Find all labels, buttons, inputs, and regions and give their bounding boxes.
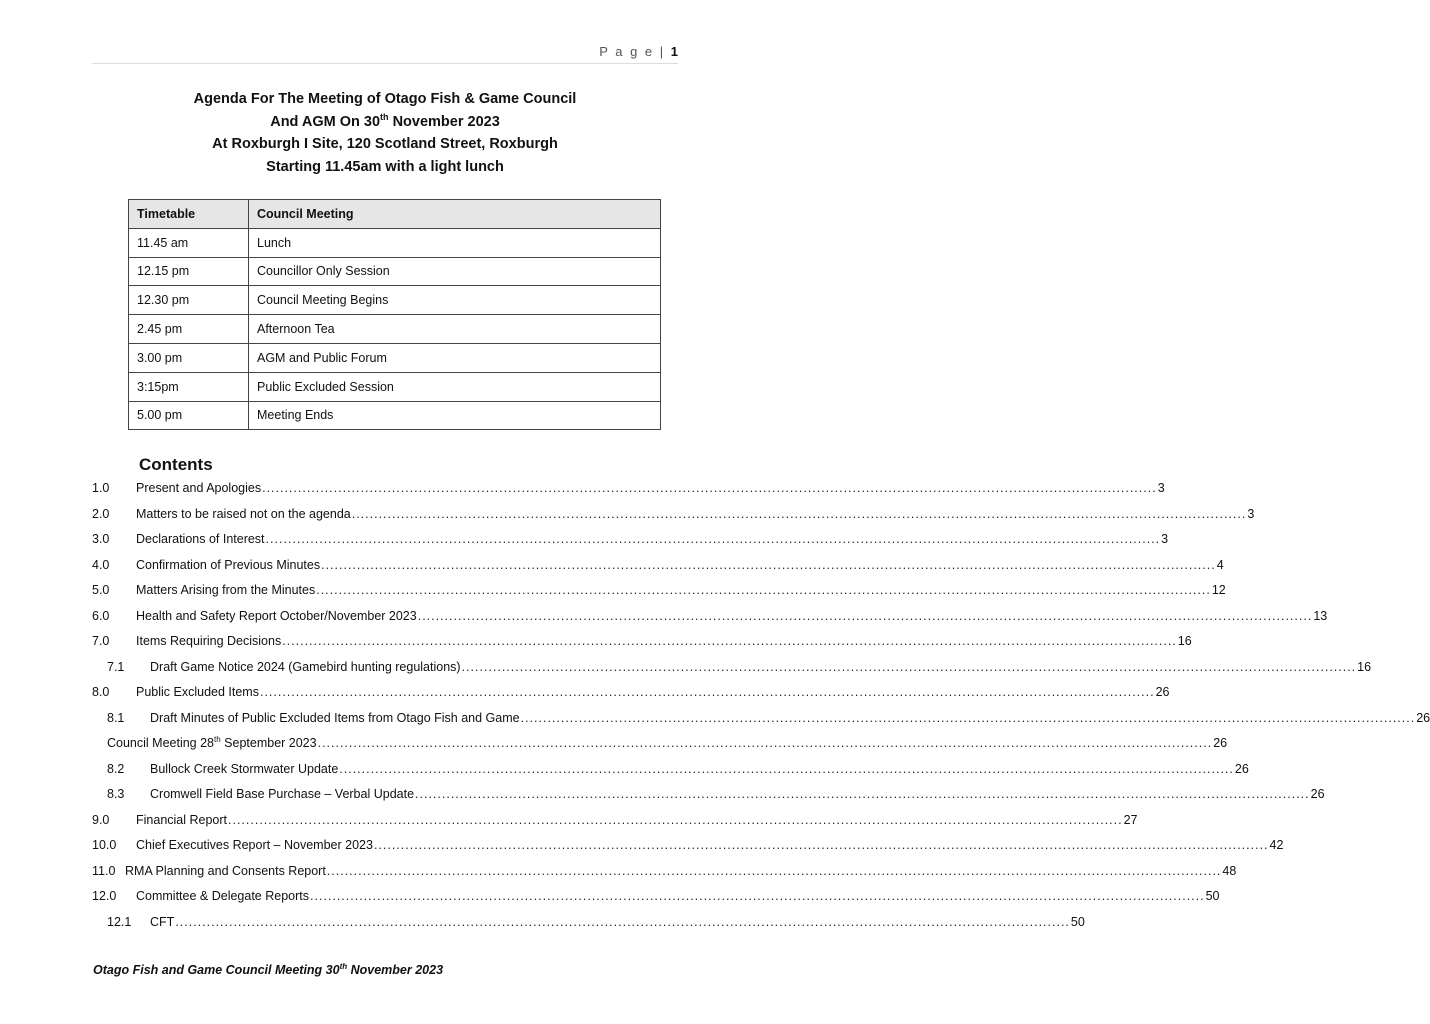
header-divider xyxy=(92,63,678,64)
toc-leader-dots: ........................................................................................................................................................................................................ xyxy=(373,838,1269,852)
toc-item[interactable] xyxy=(107,912,1085,932)
toc-item-label: Matters to be raised not on the agenda xyxy=(136,506,351,521)
toc-item-number: 8.2 xyxy=(107,761,125,776)
title-line-2 xyxy=(0,111,770,134)
toc-leader-dots: ........................................................................................................................................................................................................ xyxy=(461,659,1357,674)
toc-item-number: 2.0 xyxy=(92,506,110,521)
timetable-event-cell: Councillor Only Session xyxy=(249,257,661,286)
toc-item[interactable] xyxy=(107,733,1228,753)
toc-item[interactable] xyxy=(92,810,1138,830)
toc-item-number: 5.0 xyxy=(92,583,110,597)
timetable-event-cell: Lunch xyxy=(249,228,661,257)
toc-leader-dots: ........................................................................................................................................................................................................ xyxy=(262,481,1157,495)
toc-item-page: 26 xyxy=(1155,685,1170,699)
toc-item[interactable] xyxy=(92,555,1224,575)
toc-item-page: 48 xyxy=(1222,863,1237,878)
toc-item[interactable] xyxy=(92,886,1220,906)
toc-leader-dots: ........................................................................................................................................................................................................ xyxy=(326,863,1222,878)
contents-heading: Contents xyxy=(139,455,213,474)
footer-text-end: November 2023 xyxy=(347,963,444,977)
toc-item-label xyxy=(107,733,317,753)
toc-item-page: 50 xyxy=(1070,914,1085,929)
table-row xyxy=(129,343,661,372)
timetable-event-cell: Afternoon Tea xyxy=(249,315,661,344)
timetable-time-cell: 12.15 pm xyxy=(129,257,249,286)
toc-leader-dots: ........................................................................................................................................................................................................ xyxy=(520,710,1416,725)
toc-item-page: 4 xyxy=(1216,557,1224,572)
toc-item[interactable] xyxy=(107,759,1249,779)
toc-leader-dots: ........................................................................................................................................................................................................ xyxy=(259,685,1155,699)
toc-item-label: Financial Report xyxy=(136,812,228,827)
toc-item[interactable] xyxy=(107,708,1430,728)
toc-item-label: Matters Arising from the Minutes xyxy=(136,583,316,597)
toc-item-number: 7.1 xyxy=(107,659,125,674)
timetable-event-cell: Public Excluded Session xyxy=(249,372,661,401)
table-row xyxy=(129,257,661,286)
toc-item-page: 26 xyxy=(1234,761,1249,776)
toc-item-page: 3 xyxy=(1157,481,1165,495)
toc-item-number: 9.0 xyxy=(92,812,110,827)
footer-sup: th xyxy=(339,961,348,971)
timetable-time-cell: 3:15pm xyxy=(129,372,249,401)
toc-item-label-sup: th xyxy=(214,734,221,744)
toc-item[interactable] xyxy=(107,784,1325,804)
toc-leader-dots: ........................................................................................................................................................................................................ xyxy=(417,608,1313,623)
toc-item-number: 3.0 xyxy=(92,532,110,546)
timetable-event-cell: Council Meeting Begins xyxy=(249,286,661,315)
toc-item-number: 8.0 xyxy=(92,685,110,699)
toc-item-page: 16 xyxy=(1357,659,1372,674)
timetable-event-cell: Meeting Ends xyxy=(249,401,661,430)
timetable-time-cell: 2.45 pm xyxy=(129,315,249,344)
timetable-time-cell: 3.00 pm xyxy=(129,343,249,372)
toc-item-number: 12.0 xyxy=(92,889,117,903)
toc-item-page: 50 xyxy=(1205,889,1220,903)
toc-item-label: Cromwell Field Base Purchase – Verbal Update xyxy=(150,787,415,801)
toc-item[interactable] xyxy=(92,580,1226,600)
toc-item-number: 7.0 xyxy=(92,634,110,648)
timetable-header-row xyxy=(129,200,661,229)
timetable-header-time: Timetable xyxy=(129,200,249,229)
toc-item-label: RMA Planning and Consents Report xyxy=(125,863,326,878)
title-line-3: At Roxburgh I Site, 120 Scotland Street, Roxburgh xyxy=(212,136,558,152)
toc-item[interactable] xyxy=(92,478,1165,498)
page-footer xyxy=(93,963,443,977)
toc-item-number: 1.0 xyxy=(92,481,110,495)
toc-leader-dots: ........................................................................................................................................................................................................ xyxy=(316,583,1211,597)
toc-item-page: 3 xyxy=(1247,506,1255,521)
table-row xyxy=(129,372,661,401)
toc-leader-dots: ........................................................................................................................................................................................................ xyxy=(282,634,1177,648)
toc-item-label-text: Council Meeting 28 xyxy=(107,736,215,750)
footer-text: Otago Fish and Game Council Meeting 30 xyxy=(93,963,340,977)
toc-item-label: Draft Minutes of Public Excluded Items from Otago Fish and Game xyxy=(150,710,520,725)
toc-item-label: Committee & Delegate Reports xyxy=(136,889,309,903)
toc-item-page: 13 xyxy=(1313,608,1328,623)
toc-item[interactable] xyxy=(92,682,1170,702)
timetable-table xyxy=(128,199,661,430)
toc-item-number: 6.0 xyxy=(92,608,110,623)
toc-item-page: 3 xyxy=(1161,532,1169,546)
page-label: P a g e | xyxy=(599,44,666,59)
table-row xyxy=(129,401,661,430)
timetable-time-cell: 12.30 pm xyxy=(129,286,249,315)
toc-item-number: 10.0 xyxy=(92,838,117,852)
page-header xyxy=(599,44,678,59)
title-line-2-text-end: November 2023 xyxy=(388,113,500,130)
toc-item-label: Declarations of Interest xyxy=(136,532,265,546)
toc-item[interactable] xyxy=(107,657,1372,677)
toc-leader-dots: ........................................................................................................................................................................................................ xyxy=(321,557,1216,572)
page-number: 1 xyxy=(670,44,678,59)
toc-item-page: 26 xyxy=(1310,787,1325,801)
toc-item-number: 8.1 xyxy=(107,710,125,725)
agenda-title xyxy=(0,88,770,178)
title-line-1: Agenda For The Meeting of Otago Fish & Game Council xyxy=(193,91,577,107)
toc-item[interactable] xyxy=(92,606,1328,626)
toc-item-page: 16 xyxy=(1177,634,1192,648)
toc-item-page: 12 xyxy=(1211,583,1226,597)
toc-item[interactable] xyxy=(92,861,1237,881)
table-row xyxy=(129,286,661,315)
toc-item-label: Draft Game Notice 2024 (Gamebird hunting regulations) xyxy=(150,659,461,674)
toc-leader-dots: ........................................................................................................................................................................................................ xyxy=(175,914,1070,929)
toc-item-label: Items Requiring Decisions xyxy=(136,634,282,648)
toc-item-label-text-end: September 2023 xyxy=(220,736,317,750)
toc-item-label: Present and Apologies xyxy=(136,481,262,495)
toc-item[interactable] xyxy=(92,504,1255,524)
toc-leader-dots: ........................................................................................................................................................................................................ xyxy=(351,506,1247,521)
toc-item-number: 4.0 xyxy=(92,557,110,572)
toc-item-page: 27 xyxy=(1123,812,1138,827)
toc-item-label: CFT xyxy=(150,914,175,929)
toc-leader-dots: ........................................................................................................................................................................................................ xyxy=(415,787,1310,801)
title-line-2-text: And AGM On 30 xyxy=(270,113,381,130)
toc-item[interactable] xyxy=(92,631,1192,651)
timetable-header-event: Council Meeting xyxy=(249,200,661,229)
toc-item-page: 26 xyxy=(1416,710,1430,725)
toc-item-label: Chief Executives Report – November 2023 xyxy=(136,838,373,852)
toc-item-label: Bullock Creek Stormwater Update xyxy=(150,761,339,776)
title-line-4: Starting 11.45am with a light lunch xyxy=(266,158,504,175)
toc-item-number: 12.1 xyxy=(107,914,132,929)
toc-item-number: 11.0 xyxy=(92,863,116,878)
toc-leader-dots: ........................................................................................................................................................................................................ xyxy=(317,736,1213,750)
toc-leader-dots: ........................................................................................................................................................................................................ xyxy=(339,761,1234,776)
toc-item-label: Health and Safety Report October/November 2023 xyxy=(136,608,417,623)
toc-item-page: 26 xyxy=(1213,736,1228,750)
toc-leader-dots: ........................................................................................................................................................................................................ xyxy=(310,889,1205,903)
timetable-event-cell: AGM and Public Forum xyxy=(249,343,661,372)
toc-item[interactable] xyxy=(92,529,1169,549)
table-row xyxy=(129,228,661,257)
toc-leader-dots: ........................................................................................................................................................................................................ xyxy=(265,532,1161,546)
toc-item-label: Confirmation of Previous Minutes xyxy=(136,557,321,572)
toc-item[interactable] xyxy=(92,835,1284,855)
toc-leader-dots: ........................................................................................................................................................................................................ xyxy=(228,812,1123,827)
toc-item-page: 42 xyxy=(1269,838,1284,852)
timetable-time-cell: 11.45 am xyxy=(129,228,249,257)
toc-item-number: 8.3 xyxy=(107,787,125,801)
timetable-time-cell: 5.00 pm xyxy=(129,401,249,430)
title-line-2-sup: th xyxy=(380,111,389,122)
table-row xyxy=(129,315,661,344)
toc-item-label: Public Excluded Items xyxy=(136,685,259,699)
